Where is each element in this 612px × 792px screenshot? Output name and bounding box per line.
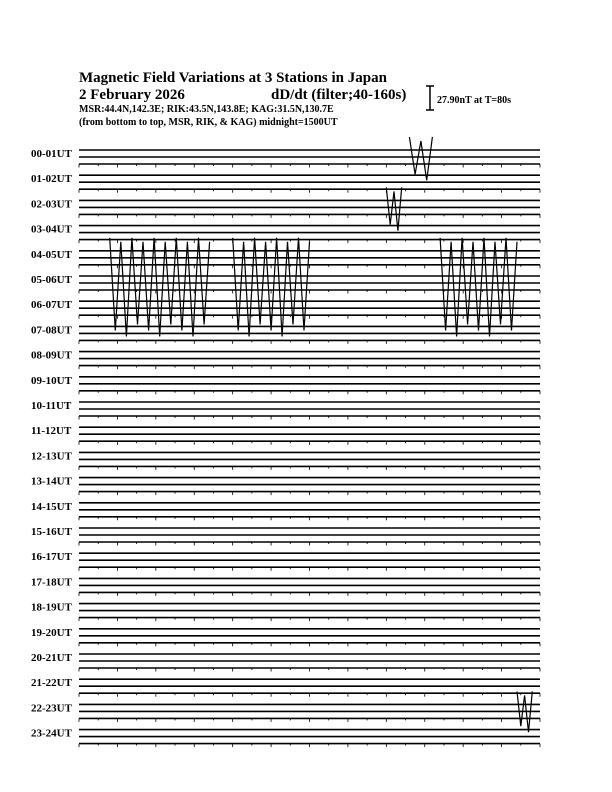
hour-label: 03-04UT (31, 223, 72, 236)
scale-label: 27.90nT at T=80s (437, 95, 511, 106)
hour-label: 18-19UT (31, 601, 72, 614)
hour-label: 05-06UT (31, 274, 72, 286)
hour-label: 14-15UT (31, 500, 72, 513)
station-order-note: (from bottom to top, MSR, RIK, & KAG) midnight=1500UT (79, 117, 338, 128)
hour-label: 01-02UT (31, 173, 72, 186)
hour-label: 22-23UT (31, 702, 72, 715)
hour-label: 10-11UT (31, 400, 72, 412)
hour-label: 07-08UT (31, 324, 72, 337)
hour-label: 12-13UT (31, 450, 72, 463)
disturbance-trace (409, 137, 432, 180)
station-coordinates: MSR:44.4N,142.3E; RIK:43.5N,143.8E; KAG:31.5N,130.7E (79, 104, 334, 115)
hour-label: 11-12UT (31, 425, 72, 438)
disturbance-trace (233, 238, 310, 337)
chart-quantity: dD/dt (filter;40-160s) (271, 87, 407, 103)
hour-label: 16-17UT (31, 551, 72, 564)
hour-label: 09-10UT (31, 374, 72, 387)
chart-title: Magnetic Field Variations at 3 Stations in Japan (79, 70, 387, 86)
hour-label: 15-16UT (31, 526, 72, 538)
chart-date: 2 February 2026 (79, 87, 185, 103)
hour-label: 00-01UT (31, 148, 72, 160)
hour-label: 19-20UT (31, 626, 72, 639)
hour-label: 08-09UT (31, 349, 72, 362)
disturbance-trace (440, 238, 517, 337)
hour-label: 06-07UT (31, 299, 72, 312)
hour-label: 02-03UT (31, 198, 72, 211)
hour-label: 13-14UT (31, 475, 72, 488)
hour-label: 21-22UT (31, 677, 72, 690)
hour-label: 23-24UT (31, 727, 72, 740)
disturbance-trace (386, 187, 401, 230)
hour-label: 17-18UT (31, 576, 72, 589)
disturbance-trace (110, 238, 210, 337)
hour-label: 20-21UT (31, 652, 72, 664)
hour-label: 04-05UT (31, 248, 72, 261)
